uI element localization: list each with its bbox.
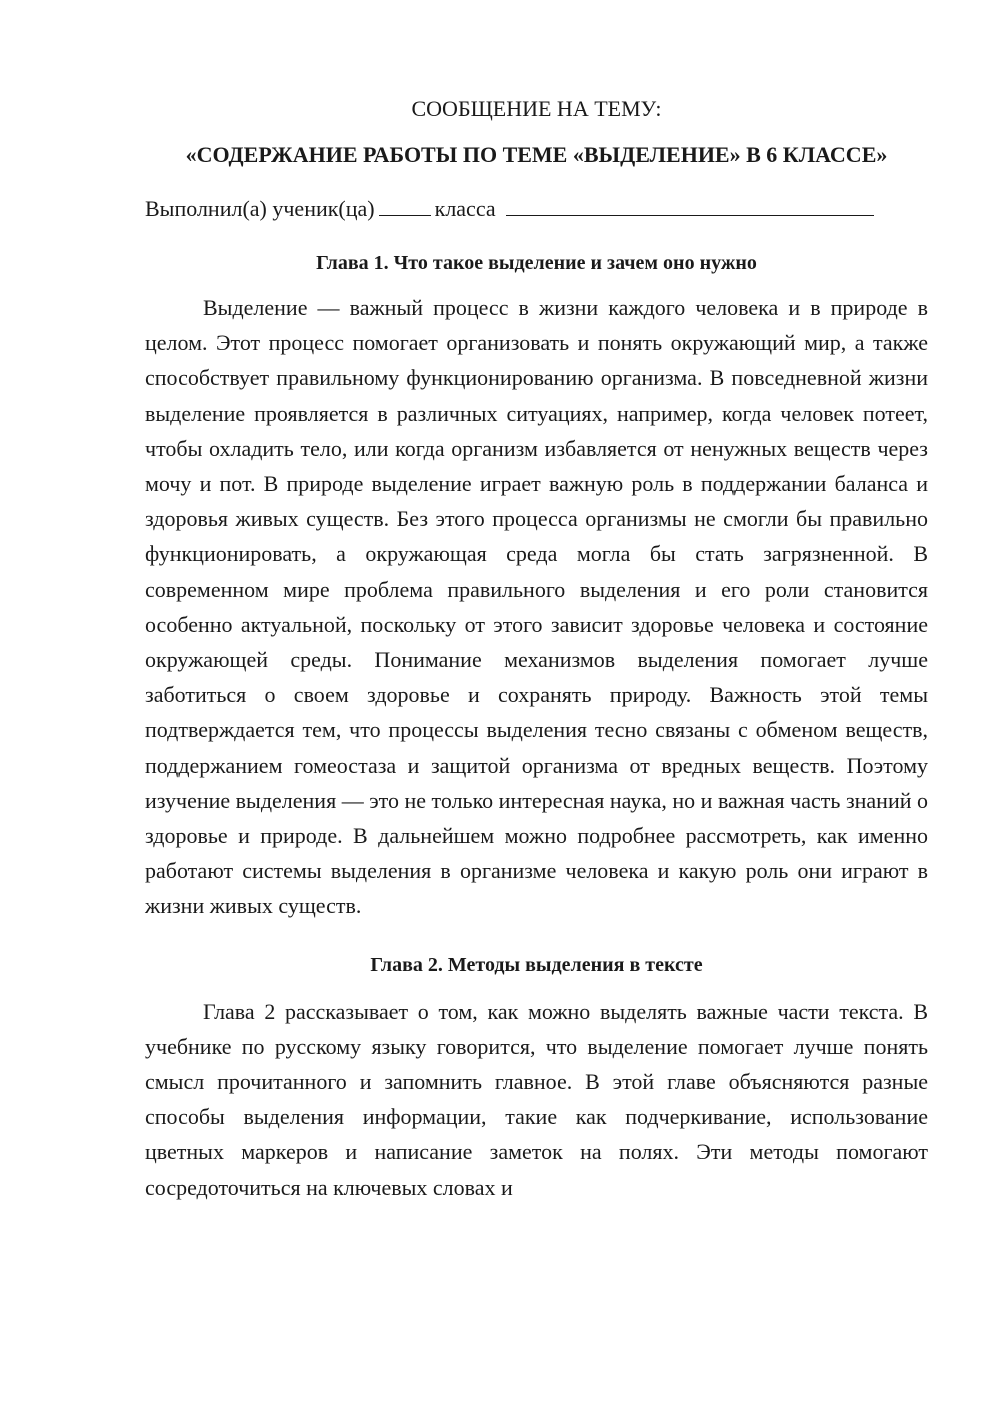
document-topic-title: «СОДЕРЖАНИЕ РАБОТЫ ПО ТЕМЕ «ВЫДЕЛЕНИЕ» В 6 КЛАССЕ» (185, 142, 888, 167)
class-number-blank (379, 197, 431, 216)
document-header-line: СООБЩЕНИЕ НА ТЕМУ: (411, 96, 662, 121)
chapter-2-heading: Глава 2. Методы выделения в тексте (370, 953, 703, 976)
document-page (145, 92, 928, 1205)
performed-by-label: Выполнил(а) ученик(ца) (145, 196, 375, 221)
student-name-blank (506, 197, 874, 216)
chapter-1-heading: Глава 1. Что такое выделение и зачем оно нужно (316, 252, 757, 274)
author-line (145, 192, 928, 226)
class-label: класса (434, 196, 496, 221)
chapter-2-paragraph: Глава 2 рассказывает о том, как можно выделять важные части текста. В учебнике по русскому языку говорится, что выделение помогает лучше понять смысл прочитанного и запомнить главное. В этой главе объясняются разные способы выделения информации, такие как подчеркивание, использование цветных маркеров и написание заметок на полях. Эти методы помогают сосредоточиться на ключевых словах и (145, 998, 928, 1200)
chapter-1-paragraph: Выделение — важный процесс в жизни каждого человека и в природе в целом. Этот процесс помогает организовать и понять окружающий мир, а также способствует правильному функционированию организма. В повседневной жизни выделение проявляется в различных ситуациях, например, когда человек потеет, чтобы охладить тело, или когда организм избавляется от ненужных веществ через мочу и пот. В природе выделение играет важную роль в поддержании баланса и здоровья живых существ. Без этого процесса организмы не смогли бы правильно функционировать, а окружающая среда могла бы стать загрязненной. В современном мире проблема правильного выделения и его роли становится особенно актуальной, поскольку от этого зависит здоровье человека и состояние окружающей среды. Понимание механизмов выделения помогает лучше заботиться о своем здоровье и сохранять природу. Важность этой темы подтверждается тем, что процессы выделения тесно связаны с обменом веществ, поддержанием гомеостаза и защитой организма от вредных веществ. Поэтому изучение выделения — это не только интересная наука, но и важная часть знаний о здоровье и природе. В дальнейшем можно подробнее рассмотреть, как именно работают системы выделения в организме человека и какую роль они играют в жизни живых существ. (145, 295, 928, 919)
